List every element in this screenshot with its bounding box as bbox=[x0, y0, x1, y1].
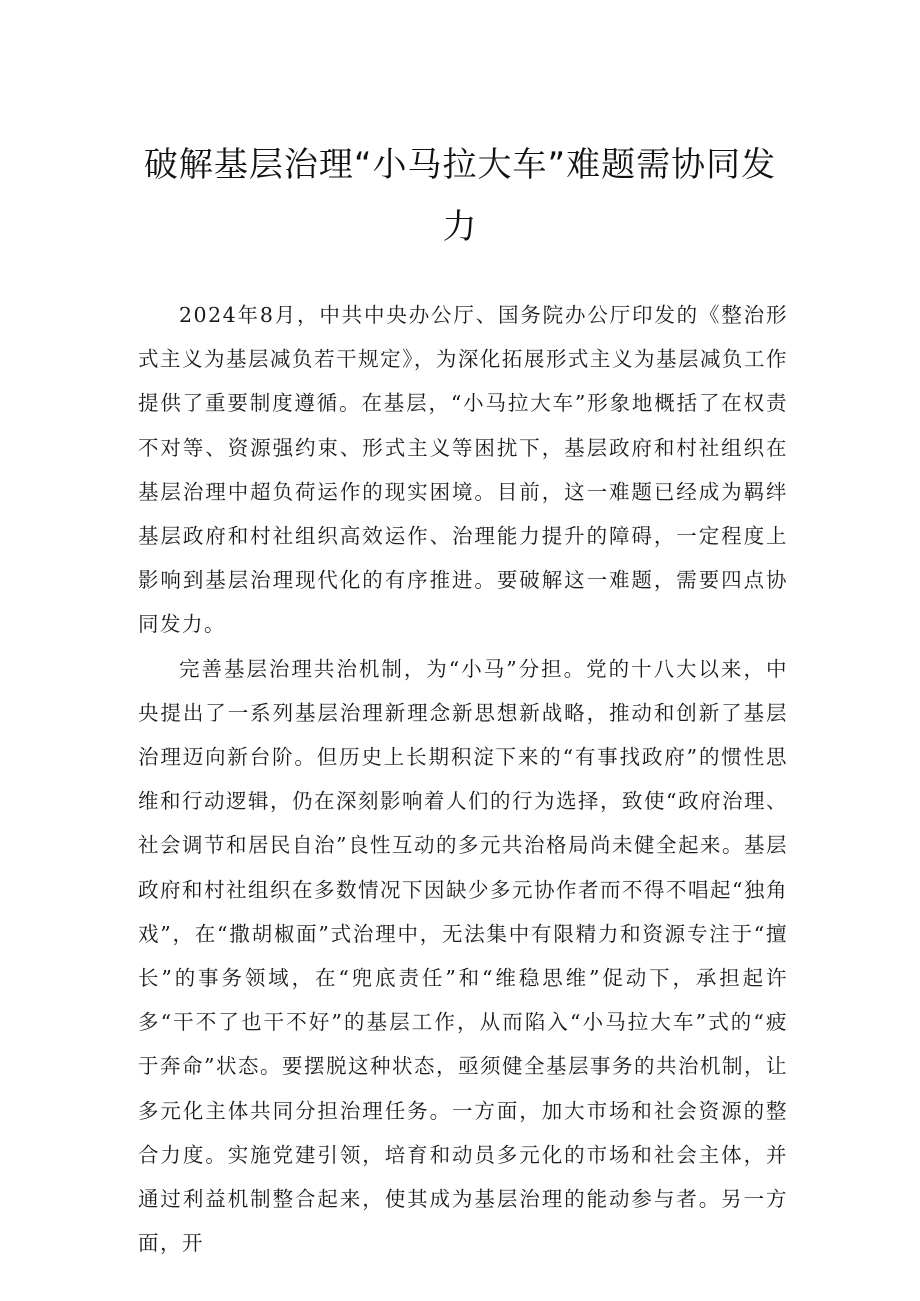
document-body bbox=[138, 293, 788, 1265]
paragraph-intro: 2024年8月，中共中央办公厅、国务院办公厅印发的《整治形式主义为基层减负若干规定》，为深化拓展形式主义为基层减负工作提供了重要制度遵循。在基层，“小马拉大车”形象地概括了在权责不对等、资源强约束、形式主义等困扰下，基层政府和村社组织在基层治理中超负荷运作的现实困境。目前，这一难题已经成为羁绊基层政府和村社组织高效运作、治理能力提升的障碍，一定程度上影响到基层治理现代化的有序推进。要破解这一难题，需要四点协同发力。 bbox=[138, 303, 788, 637]
paragraph-governance-mechanism: 完善基层治理共治机制，为“小马”分担。党的十八大以来，中央提出了一系列基层治理新理念新思想新战略，推动和创新了基层治理迈向新台阶。但历史上长期积淀下来的“有事找政府”的惯性思维和行动逻辑，仍在深刻影响着人们的行为选择，致使“政府治理、社会调节和居民自治”良性互动的多元共治格局尚未健全起来。基层政府和村社组织在多数情况下因缺少多元协作者而不得不唱起“独角戏”，在“撒胡椒面”式治理中，无法集中有限精力和资源专注于“擅长”的事务领域，在“兜底责任”和“维稳思维”促动下，承担起许多“干不了也干不好”的基层工作，从而陷入“小马拉大车”式的“疲于奔命”状态。要摆脱这种状态，亟须健全基层事务的共治机制，让多元化主体共同分担治理任务。一方面，加大市场和社会资源的整合力度。实施党建引领，培育和动员多元化的市场和社会主体，并通过利益机制整合起来，使其成为基层治理的能动参与者。另一方面，开 bbox=[138, 656, 788, 1256]
document-title: 破解基层治理“小马拉大车”难题需协同发力 bbox=[143, 145, 777, 247]
